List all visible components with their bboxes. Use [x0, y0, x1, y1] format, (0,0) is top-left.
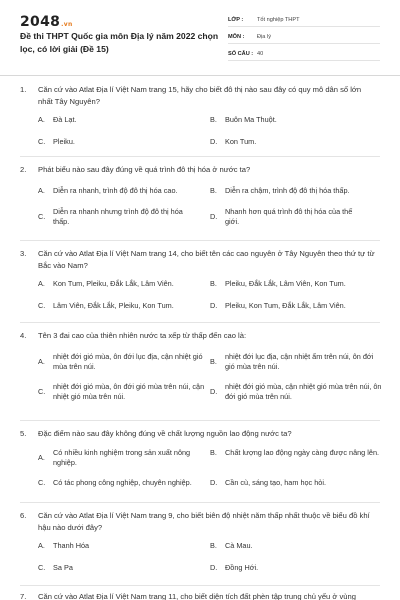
question-divider: [20, 240, 380, 241]
option-text: Cà Mau.: [225, 541, 253, 550]
option-d[interactable]: [210, 207, 365, 228]
option-letter: D.: [210, 301, 218, 310]
option-letter: A.: [38, 452, 45, 462]
question-number: 7.: [20, 592, 27, 600]
question-3: [20, 248, 382, 310]
option-letter: B.: [210, 447, 217, 457]
option-text: Có tác phong công nghiệp, chuyên nghiệp.: [53, 477, 192, 487]
option-c[interactable]: [38, 137, 203, 148]
question-divider: [20, 322, 380, 323]
question-divider: [20, 502, 380, 503]
option-c[interactable]: [38, 301, 203, 312]
question-text: Tên 3 đai cao của thiên nhiên nước ta xếp từ thấp đến cao là:: [38, 331, 247, 340]
option-text: nhiệt đới gió mùa, cận nhiệt gió mùa trên núi, ôn đới gió mùa trên núi.: [225, 381, 382, 401]
option-letter: B.: [210, 185, 217, 195]
question-stem: [20, 164, 382, 176]
option-letter: B.: [210, 279, 217, 288]
option-text: Nhanh hơn quá trình đô thị hóa của thế giới.: [225, 206, 353, 226]
question-stem: [20, 428, 382, 440]
option-letter: C.: [38, 211, 46, 221]
option-text: Diễn ra nhanh nhưng trình độ đô thị hóa thấp.: [53, 206, 183, 226]
option-letter: B.: [210, 541, 217, 550]
option-text: Sa Pa: [53, 563, 73, 572]
question-divider: [20, 156, 380, 157]
document-title: Đề thi THPT Quốc gia môn Địa lý năm 2022 chọn lọc, có lời giải (Đề 15): [20, 31, 219, 54]
option-text: Chất lượng lao động ngày càng được nâng lên.: [225, 447, 380, 457]
option-letter: C.: [38, 563, 46, 572]
question-7: [20, 591, 382, 600]
question-1: [20, 84, 382, 146]
document-header: [0, 0, 400, 76]
option-letter: C.: [38, 301, 46, 310]
option-text: Lâm Viên, Đắk Lắk, Pleiku, Kon Tum.: [53, 301, 174, 310]
question-text: Căn cứ vào Atlat Địa lí Việt Nam trang 15, hãy cho biết đô thị nào sau đây có quy mô dân số lớn nhất Tây Nguyên?: [38, 85, 362, 106]
logo-text: 2048: [20, 14, 61, 30]
option-d[interactable]: [210, 563, 375, 574]
option-letter: A.: [38, 279, 45, 288]
option-a[interactable]: [38, 186, 203, 197]
option-b[interactable]: [210, 541, 375, 552]
question-text: Căn cứ vào Atlat Địa lí Việt Nam trang 9, cho biết biên độ nhiệt năm thấp nhất thuộc về biểu đồ khí hậu nào dưới đây?: [38, 511, 370, 532]
question-stem: [20, 84, 382, 107]
option-text: Đồng Hới.: [225, 563, 259, 572]
option-d[interactable]: [210, 382, 385, 403]
site-logo[interactable]: [20, 14, 73, 30]
question-number: 4.: [20, 331, 27, 340]
option-letter: B.: [210, 115, 217, 124]
option-text: Thanh Hóa: [53, 541, 90, 550]
question-number: 6.: [20, 511, 27, 520]
question-number: 2.: [20, 165, 27, 174]
option-letter: D.: [210, 477, 218, 487]
option-a[interactable]: [38, 352, 205, 373]
meta-value: Địa lý: [257, 34, 271, 40]
question-5: [20, 428, 382, 487]
option-text: Cần cù, sáng tạo, ham học hỏi.: [225, 477, 327, 487]
option-letter: A.: [38, 541, 45, 550]
question-number: 5.: [20, 429, 27, 438]
meta-key: SỐ CÂU :: [228, 51, 254, 57]
option-a[interactable]: [38, 115, 203, 126]
option-c[interactable]: [38, 478, 213, 489]
option-text: Pleiku, Đắk Lắk, Lâm Viên, Kon Tum.: [225, 279, 346, 288]
option-text: Có nhiều kinh nghiệm trong sản xuất nông nghiệp.: [53, 447, 191, 467]
meta-key: MÔN :: [228, 34, 245, 40]
question-text: Căn cứ vào Atlat Địa lí Việt Nam trang 11, cho biết diện tích đất phèn tập trung chủ yếu ở vùng: [38, 592, 356, 600]
option-text: Kon Tum.: [225, 137, 257, 146]
option-a[interactable]: [38, 448, 203, 469]
option-b[interactable]: [210, 279, 375, 290]
meta-value: Tốt nghiệp THPT: [257, 17, 300, 23]
option-b[interactable]: [210, 448, 385, 459]
meta-key: LỚP :: [228, 17, 244, 23]
option-letter: C.: [38, 477, 46, 487]
option-c[interactable]: [38, 563, 203, 574]
option-d[interactable]: [210, 137, 375, 148]
option-letter: C.: [38, 386, 46, 396]
option-text: nhiệt đới gió mùa, ôn đới gió mùa trên núi, cận nhiệt gió mùa trên núi.: [53, 381, 205, 401]
option-text: Kon Tum, Pleiku, Đắk Lắk, Lâm Viên.: [53, 279, 174, 288]
question-stem: [20, 330, 382, 342]
option-b[interactable]: [210, 352, 385, 373]
logo-suffix: .vn: [61, 21, 73, 28]
meta-row-count: [228, 48, 380, 61]
question-6: [20, 510, 382, 572]
meta-row-class: [228, 14, 380, 27]
option-letter: D.: [210, 137, 218, 146]
option-letter: D.: [210, 211, 218, 221]
question-text: Phát biểu nào sau đây đúng về quá trình đô thị hóa ở nước ta?: [38, 165, 251, 174]
question-number: 3.: [20, 249, 27, 258]
option-text: Buôn Ma Thuột.: [225, 115, 277, 124]
question-stem: [20, 248, 382, 271]
option-c[interactable]: [38, 382, 205, 403]
option-text: Diễn ra chậm, trình độ đô thị hóa thấp.: [225, 185, 350, 195]
option-b[interactable]: [210, 186, 375, 197]
option-letter: D.: [210, 563, 218, 572]
question-divider: [20, 585, 380, 586]
option-letter: A.: [38, 356, 45, 366]
question-divider: [20, 420, 380, 421]
option-a[interactable]: [38, 279, 203, 290]
option-c[interactable]: [38, 207, 193, 228]
option-letter: A.: [38, 185, 45, 195]
option-d[interactable]: [210, 301, 375, 312]
question-stem: [20, 591, 382, 600]
document-meta: [228, 14, 380, 65]
meta-value: 40: [257, 51, 264, 57]
option-text: Diễn ra nhanh, trình độ đô thị hóa cao.: [53, 185, 178, 195]
option-letter: B.: [210, 356, 217, 366]
option-b[interactable]: [210, 115, 375, 126]
option-text: Pleiku, Kon Tum, Đắk Lắk, Lâm Viên.: [225, 301, 346, 310]
option-text: Pleiku.: [53, 137, 75, 146]
option-text: nhiệt đới lục địa, cận nhiệt ẩm trên núi, ôn đới gió mùa trên núi.: [225, 351, 374, 371]
option-text: nhiệt đới gió mùa, ôn đới lục địa, cận nhiệt gió mùa trên núi.: [53, 351, 203, 371]
question-2: [20, 164, 382, 226]
option-d[interactable]: [210, 478, 375, 489]
question-4: [20, 330, 382, 401]
meta-row-subject: [228, 31, 380, 44]
option-letter: D.: [210, 386, 218, 396]
question-number: 1.: [20, 85, 27, 94]
option-text: Đà Lạt.: [53, 115, 77, 124]
option-letter: C.: [38, 137, 46, 146]
question-text: Đặc điểm nào sau đây không đúng về chất lượng nguồn lao động nước ta?: [38, 429, 292, 438]
question-stem: [20, 510, 382, 533]
option-a[interactable]: [38, 541, 203, 552]
question-text: Căn cứ vào Atlat Địa lí Việt Nam trang 14, cho biết tên các cao nguyên ở Tây Nguyên theo thứ tự từ Bắc vào Nam?: [38, 249, 375, 270]
option-letter: A.: [38, 115, 45, 124]
